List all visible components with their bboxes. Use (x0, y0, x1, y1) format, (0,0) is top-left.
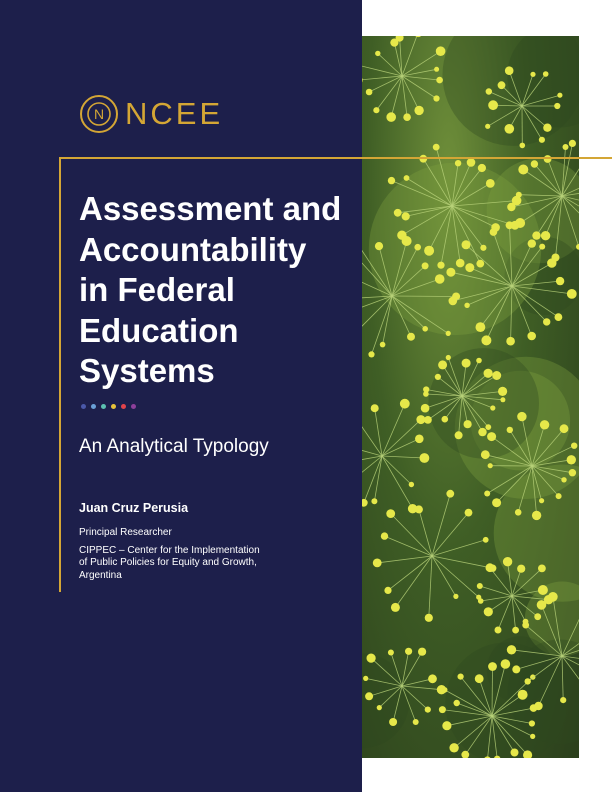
document-subtitle: An Analytical Typology (79, 436, 269, 457)
color-dot (101, 404, 106, 409)
cover-photo-dill-flowers (362, 36, 579, 758)
affiliation-line: of Public Policies for Equity and Growth, (79, 557, 257, 569)
color-dots (81, 404, 136, 409)
affiliation-line: Argentina (79, 569, 122, 581)
svg-text:N: N (93, 106, 105, 122)
author-role: Principal Researcher (79, 527, 172, 538)
title-line: in Federal (79, 271, 235, 308)
accent-rule-horizontal (59, 157, 612, 159)
author-affiliation (79, 545, 319, 582)
color-dot (131, 404, 136, 409)
color-dot (81, 404, 86, 409)
accent-rule-vertical (59, 157, 61, 592)
title-line: Education (79, 311, 239, 349)
color-dot (111, 404, 116, 409)
color-dot (121, 404, 126, 409)
ncee-logo-mark-icon (79, 94, 119, 134)
title-line: Systems (79, 352, 215, 389)
title-line: Accountability (79, 230, 307, 268)
ncee-logo-text: NCEE (125, 96, 224, 131)
ncee-logo (79, 94, 223, 134)
affiliation-line: CIPPEC – Center for the Implementation (79, 545, 260, 556)
title-line: Assessment and (79, 190, 342, 227)
author-name: Juan Cruz Perusia (79, 501, 189, 515)
document-title (79, 189, 349, 392)
color-dot (91, 404, 96, 409)
